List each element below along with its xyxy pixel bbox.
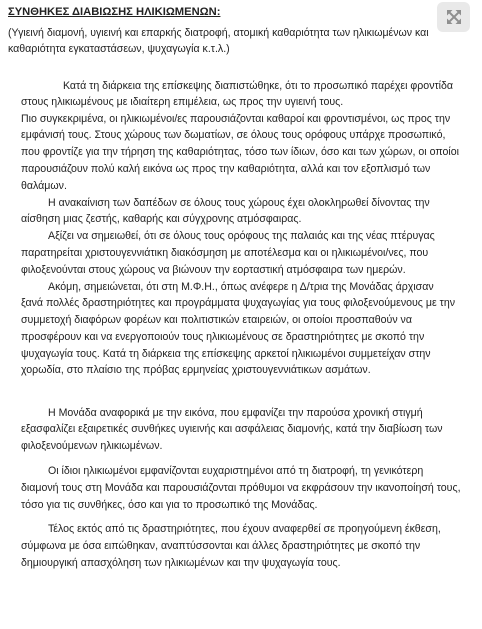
body-line: δημιουργική απασχόληση των ηλικιωμένων και την ψυχαγωγία τους.: [21, 557, 341, 569]
body-line: εξασφαλίζει εξαιρετικές συνθήκες υγιεινής και ασφάλειας διαμονής, κατά την διαβίωση των: [21, 423, 443, 435]
body-line: Η ανακαίνιση των δαπέδων σε όλους τους χώρους έχει ολοκληρωθεί δίνοντας την: [48, 197, 430, 209]
body-line: παρουσιάζουν πολύ καλή εικόνα ως προς την καθαριότητα, αλλά και τον εξοπλισμό των: [21, 163, 431, 175]
body-line: προσφέρουν και να ενεργοποιούν τους ηλικιωμένους σε δραστηριότητες με σκοπό την: [21, 331, 425, 343]
body-line: φιλοξενούμενων ηλικιωμένων.: [21, 440, 163, 452]
body-line: συμμετοχή διαφόρων φορέων και πολιτιστικών εταιρειών, οι οποίοι προσπαθούν να: [21, 314, 412, 326]
body-line: που φροντίζε για την τήρηση της καθαριότητας, τόσο των ίδιων, όσο και των χώρων, οι οποίοι: [21, 146, 459, 158]
body-line: παρατηρείται χριστουγεννιάτικη διακόσμηση με αποτέλεσμα και οι ηλικιωμένοι/νες, που: [21, 247, 429, 259]
body-line: αίσθηση μιας ζεστής, καθαρής και σύγχρονης ατμόσφαιρας.: [21, 213, 302, 225]
body-line: ψυχαγωγία τους. Κατά τη διάρκεια της επίσκεψης αρκετοί ηλικιωμένοι συμμετείχαν στην: [21, 348, 431, 360]
expand-arrows-icon: [446, 9, 462, 25]
body-line: Πιο συγκεκριμένα, οι ηλικιωμένοι/ες παρουσιάζονται καθαροί και φροντισμένοι, ως προς την: [21, 113, 451, 125]
body-line: Τέλος εκτός από τις δραστηριότητες, που έχουν αναφερθεί σε προηγούμενη έκθεση,: [48, 523, 441, 535]
expand-button[interactable]: [437, 2, 470, 32]
page-title: ΣΥΝΘΗΚΕΣ ΔΙΑΒΙΩΣΗΣ ΗΛΙΚΙΩΜΕΝΩΝ:: [8, 6, 221, 18]
body-line: σύμφωνα με όσα ειπώθηκαν, αναπτύσσονται και άλλες δραστηριότητες με σκοπό την: [21, 540, 421, 552]
body-line: διαμονή τους στη Μονάδα και παρουσιάζονται πρόθυμοι να εκφράσουν την ικανοποίησή τους,: [21, 482, 461, 494]
body-line: Κατά τη διάρκεια της επίσκεψης διαπιστώθηκε, ότι το προσωπικό παρέχει φροντίδα: [63, 80, 454, 92]
body-line: Η Μονάδα αναφορικά με την εικόνα, που εμφανίζει την παρούσα χρονική στιγμή: [48, 407, 423, 419]
body-line: εμφάνισή τους. Στους χώρους των δωματίων, σε όλους τους ορόφους υπάρχε προσωπικό,: [21, 129, 446, 141]
body-line: φιλοξενούνται στους χώρους να βιώνουν την εορταστική ατμόσφαιρα των ημερών.: [21, 264, 406, 276]
body-line: Αξίζει να σημειωθεί, ότι σε όλους τους ορόφους της παλαιάς και της νέας πτέρυγας: [48, 230, 435, 242]
subtitle-line-2: καθαριότητα εγκαταστάσεων, ψυχαγωγία κ.τ.λ.): [8, 43, 230, 55]
body-line: χορωδία, στο πλαίσιο της πρόβας ερμηνείας χριστουγεννιάτικων ασμάτων.: [21, 364, 371, 376]
body-line: στους ηλικιωμένους με ιδιαίτερη επιμέλεια, ως προς την υγιεινή τους.: [21, 96, 344, 108]
body-line: Οι ίδιοι ηλικιωμένοι εμφανίζονται ευχαριστημένοι από τη διατροφή, τη γενικότερη: [48, 465, 424, 477]
body-line: Ακόμη, σημειώνεται, ότι στη Μ.Φ.Η., όπως ανέφερε η Δ/τρια της Μονάδας άρχισαν: [48, 281, 434, 293]
subtitle-line-1: (Υγιεινή διαμονή, υγιεινή και επαρκής διατροφή, ατομική καθαριότητα των ηλικιωμένων και: [8, 27, 429, 39]
body-line: τόσο για τις συνθήκες, όσο και για το προσωπικό της Μονάδας.: [21, 499, 318, 511]
body-line: θαλάμων.: [21, 180, 67, 192]
body-line: ξανά πολλές δραστηριότητες και προγράμματα ψυχαγωγίας για τους φιλοξενούμενους με την: [21, 297, 456, 309]
